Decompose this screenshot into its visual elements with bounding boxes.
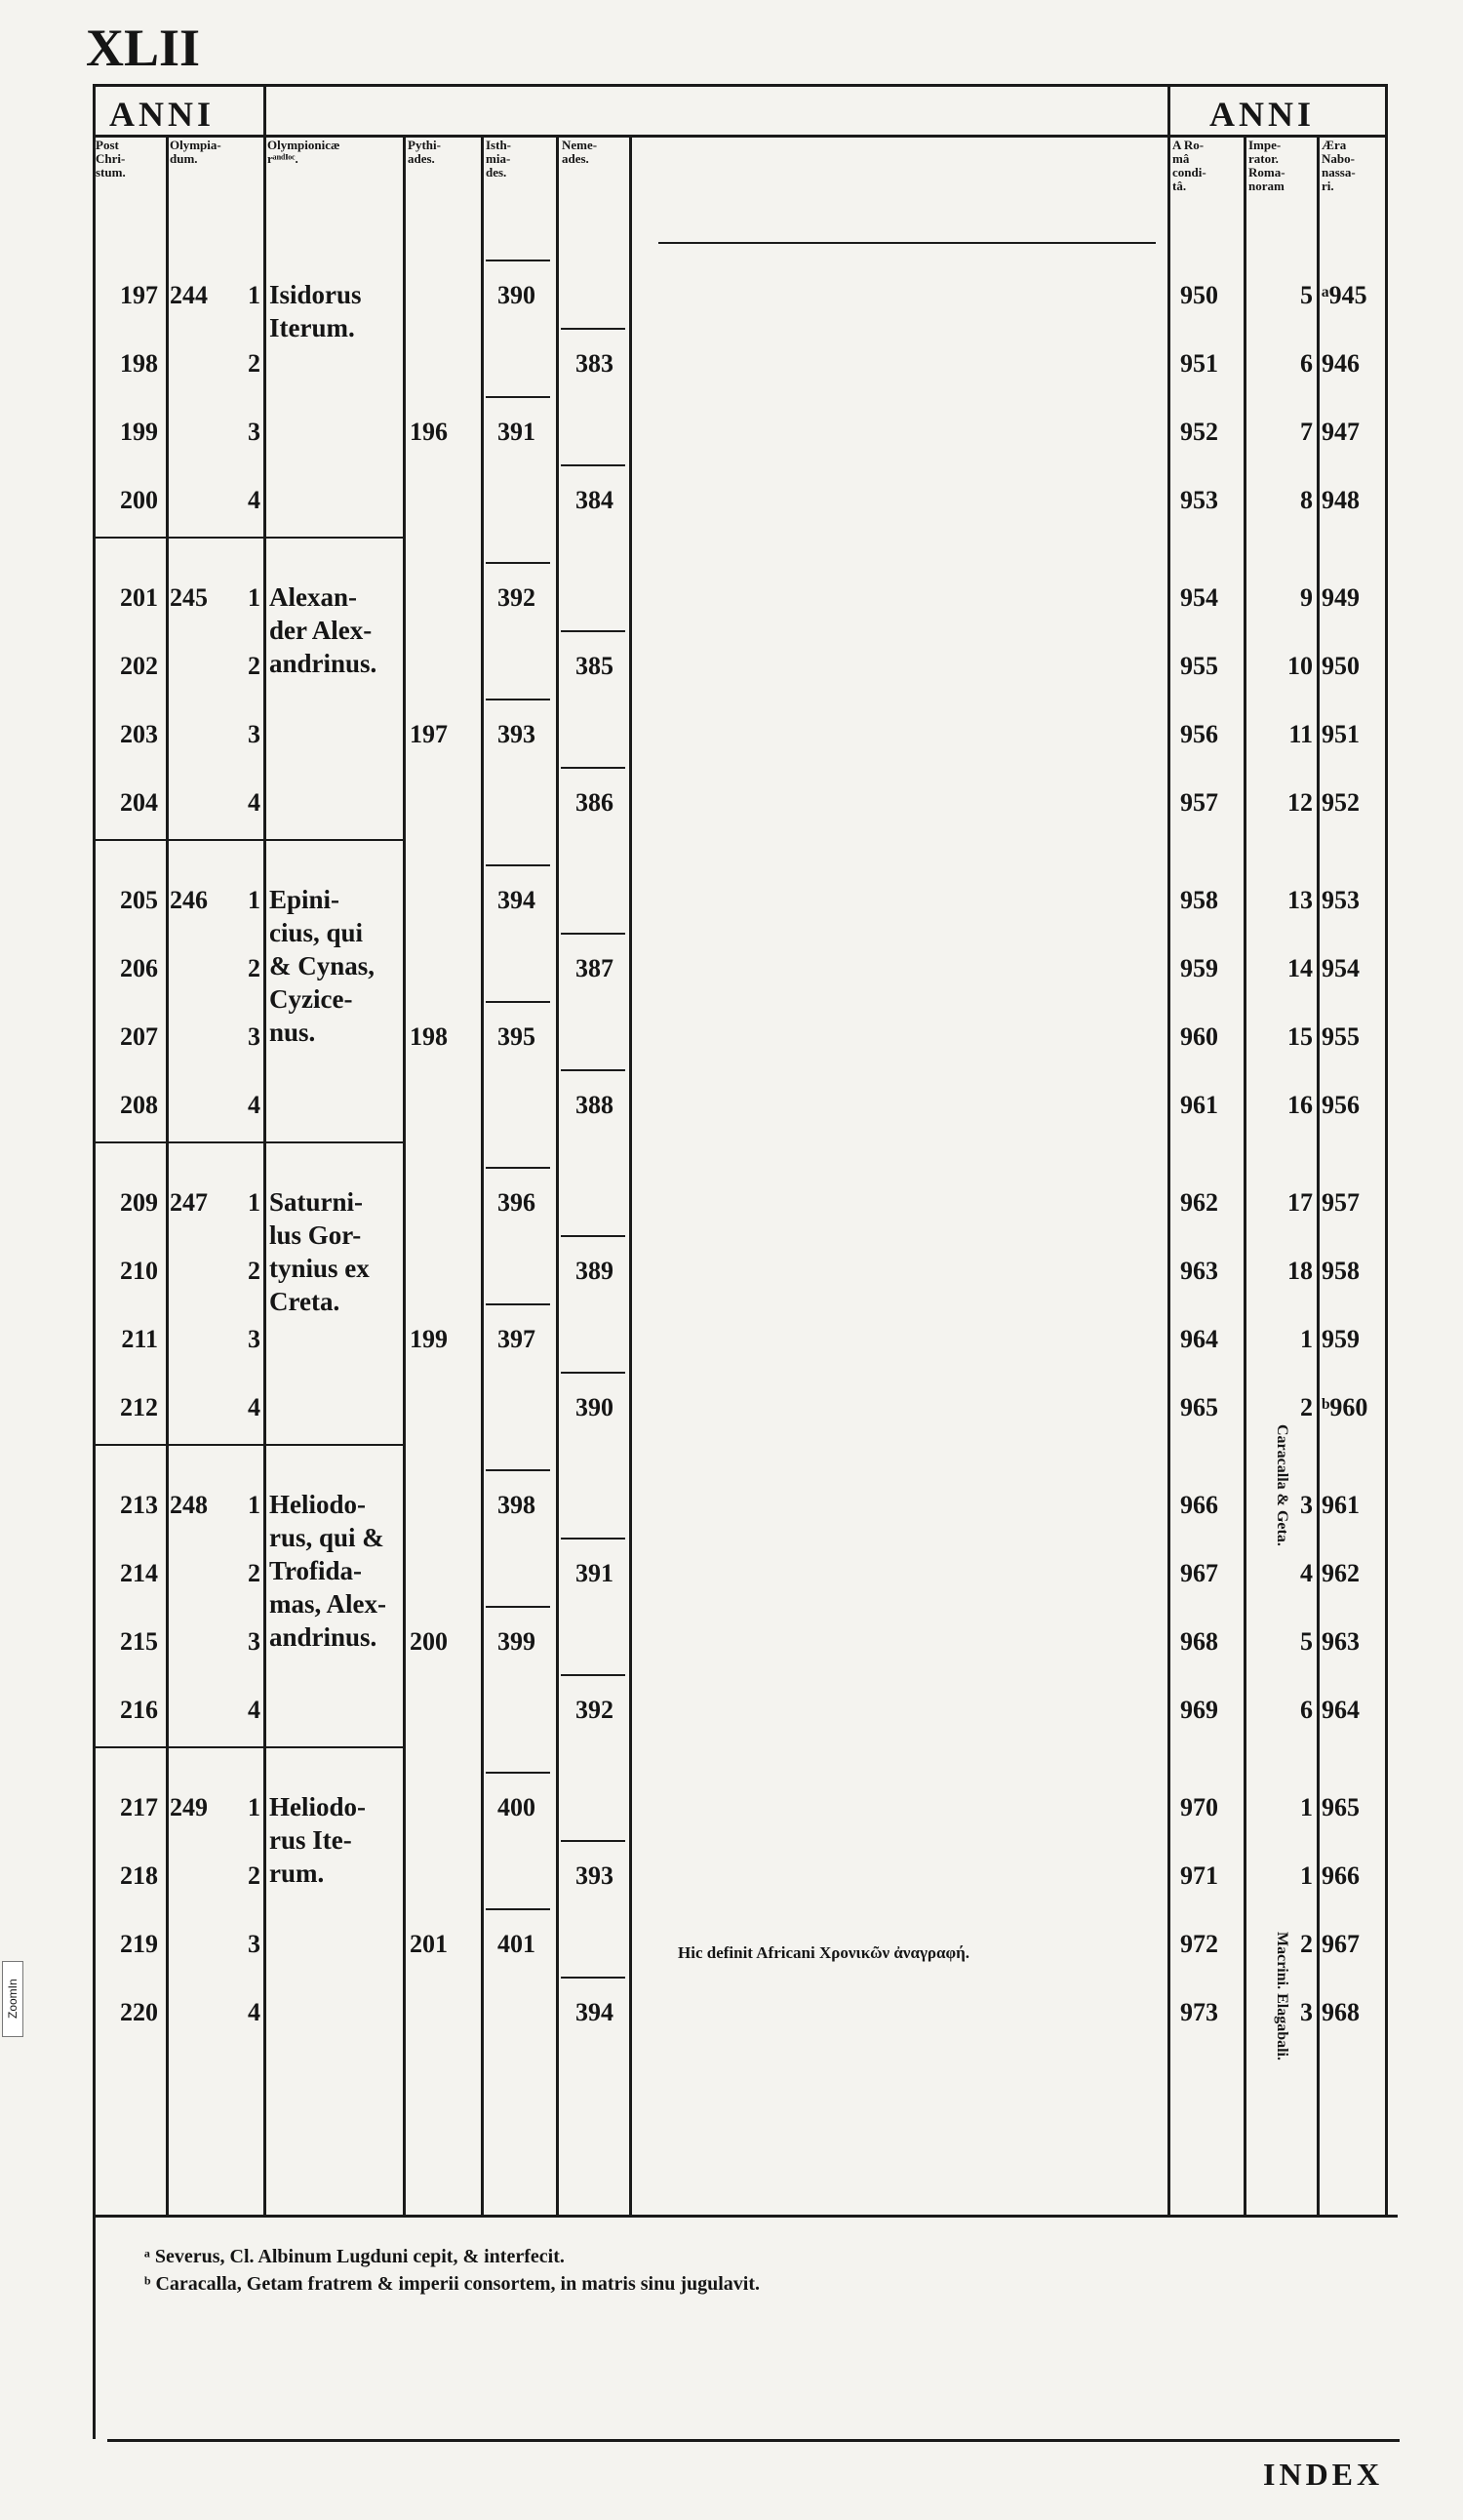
cell-year: 4 <box>248 486 260 514</box>
victor-name-line: Isidorus <box>269 280 362 309</box>
footnote-a: ᵃ Severus, Cl. Albinum Lugduni cepit, & interfecit. <box>144 2246 565 2267</box>
cell-imp: 3 <box>1300 1998 1313 2026</box>
cell-imp: 1 <box>1300 1793 1313 1821</box>
cell-rule <box>561 767 625 769</box>
cell-rule <box>561 933 625 935</box>
cell-nem: 391 <box>575 1559 613 1587</box>
cell-urbe: 958 <box>1180 886 1218 914</box>
cell-pyth: 197 <box>410 720 448 748</box>
cell-isth: 392 <box>497 583 535 612</box>
cell-aera: 947 <box>1322 418 1360 446</box>
cell-post: 214 <box>120 1559 158 1587</box>
cell-olymp: 247 <box>170 1188 208 1217</box>
cell-nem: 386 <box>575 788 613 817</box>
cell-imp: 2 <box>1300 1930 1313 1958</box>
cell-imp: 13 <box>1287 886 1313 914</box>
cell-urbe: 955 <box>1180 652 1218 680</box>
cell-nem: 390 <box>575 1393 613 1421</box>
olympiad-group-rule <box>96 1141 403 1143</box>
cell-aera: 953 <box>1322 886 1360 914</box>
cell-year: 3 <box>248 1325 260 1353</box>
cell-year: 1 <box>248 886 260 914</box>
cell-aera: 948 <box>1322 486 1360 514</box>
cell-year: 3 <box>248 720 260 748</box>
cell-urbe: 969 <box>1180 1696 1218 1724</box>
cell-isth: 401 <box>497 1930 535 1958</box>
cell-pyth: 199 <box>410 1325 448 1353</box>
cell-urbe: 953 <box>1180 486 1218 514</box>
victor-name-line: Epini- <box>269 885 340 914</box>
cell-urbe: 961 <box>1180 1091 1218 1119</box>
cell-rule <box>561 1977 625 1979</box>
olympiad-group-rule <box>96 1746 403 1748</box>
victor-name-line: mas, Alex- <box>269 1589 386 1619</box>
cell-year: 4 <box>248 1091 260 1119</box>
cell-year: 2 <box>248 1861 260 1890</box>
right-anni-heading: ANNI <box>1209 95 1316 134</box>
cell-rule <box>486 1908 550 1910</box>
header-aera-nabonassari: Æra Nabo- nassa- ri. <box>1322 138 1356 193</box>
cell-nem: 393 <box>575 1861 613 1890</box>
cell-isth: 400 <box>497 1793 535 1821</box>
cell-rule <box>486 260 550 261</box>
cell-aera: 962 <box>1322 1559 1360 1587</box>
cell-imp: 2 <box>1300 1393 1313 1421</box>
col-rule-nem <box>556 135 559 2215</box>
cell-post: 208 <box>120 1091 158 1119</box>
victor-name-line: andrinus. <box>269 1622 377 1652</box>
table-top-rule <box>93 84 1385 87</box>
cell-post: 203 <box>120 720 158 748</box>
cell-post: 207 <box>120 1022 158 1051</box>
cell-imp: 12 <box>1287 788 1313 817</box>
victor-name-line: Heliodo- <box>269 1792 366 1821</box>
cell-pyth: 198 <box>410 1022 448 1051</box>
cell-post: 201 <box>120 583 158 612</box>
col-rule-olymponic <box>263 84 266 2215</box>
cell-rule <box>486 562 550 564</box>
cell-imp: 6 <box>1300 1696 1313 1724</box>
col-rule-olymp <box>166 135 169 2215</box>
cell-urbe: 970 <box>1180 1793 1218 1821</box>
cell-imp: 14 <box>1287 954 1313 982</box>
cell-aera: 955 <box>1322 1022 1360 1051</box>
cell-nem: 389 <box>575 1257 613 1285</box>
footnote-b: ᵇ Caracalla, Getam fratrem & imperii consortem, in matris sinu jugulavit. <box>144 2273 761 2295</box>
cell-year: 4 <box>248 788 260 817</box>
cell-year: 3 <box>248 1627 260 1656</box>
cell-isth: 394 <box>497 886 535 914</box>
cell-olymp: 248 <box>170 1491 208 1519</box>
victor-name-line: & Cynas, <box>269 951 376 980</box>
cell-rule <box>561 1840 625 1842</box>
cell-aera: 965 <box>1322 1793 1360 1821</box>
cell-imp: 5 <box>1300 281 1313 309</box>
cell-urbe: 951 <box>1180 349 1218 378</box>
cell-year: 4 <box>248 1696 260 1724</box>
cell-post: 213 <box>120 1491 158 1519</box>
cell-rule <box>486 1167 550 1169</box>
cell-aera: 950 <box>1322 652 1360 680</box>
cell-urbe: 971 <box>1180 1861 1218 1890</box>
cell-year: 1 <box>248 1188 260 1217</box>
header-post-christum: Post Chri- stum. <box>96 138 126 180</box>
cell-post: 204 <box>120 788 158 817</box>
cell-post: 211 <box>121 1325 158 1353</box>
cell-rule <box>561 1674 625 1676</box>
victor-name-line: Trofidа- <box>269 1556 363 1585</box>
cell-post: 218 <box>120 1861 158 1890</box>
col-rule-urbe <box>1167 84 1170 2215</box>
cell-isth: 397 <box>497 1325 535 1353</box>
header-imperator: Impe- rator. Roma- noram <box>1248 138 1285 193</box>
cell-urbe: 962 <box>1180 1188 1218 1217</box>
catchword: INDEX <box>1263 2457 1384 2492</box>
cell-isth: 396 <box>497 1188 535 1217</box>
cell-rule <box>486 699 550 700</box>
cell-imp: 8 <box>1300 486 1313 514</box>
cell-rule <box>561 328 625 330</box>
cell-imp: 1 <box>1300 1325 1313 1353</box>
cell-urbe: 966 <box>1180 1491 1218 1519</box>
cell-year: 2 <box>248 349 260 378</box>
table-bottom-rule <box>93 2215 1398 2218</box>
cell-pyth: 196 <box>410 418 448 446</box>
cell-imp: 6 <box>1300 349 1313 378</box>
cell-imp: 17 <box>1287 1188 1313 1217</box>
cell-post: 200 <box>120 486 158 514</box>
cell-nem: 383 <box>575 349 613 378</box>
cell-year: 4 <box>248 1393 260 1421</box>
olympiad-group-rule <box>96 839 403 841</box>
cell-post: 205 <box>120 886 158 914</box>
cell-imp: 16 <box>1287 1091 1313 1119</box>
cell-year: 2 <box>248 954 260 982</box>
cell-post: 197 <box>120 281 158 309</box>
emperor-label-macrinus-elagabalus: Macrini. Elagabali. <box>1274 1932 1290 2060</box>
cell-aera: 963 <box>1322 1627 1360 1656</box>
cell-aera: 967 <box>1322 1930 1360 1958</box>
col-rule-aera <box>1317 135 1320 2215</box>
cell-rule <box>561 1235 625 1237</box>
cell-year: 1 <box>248 583 260 612</box>
cell-imp: 4 <box>1300 1559 1313 1587</box>
cell-post: 206 <box>120 954 158 982</box>
cell-imp: 9 <box>1300 583 1313 612</box>
cell-aera: 957 <box>1322 1188 1360 1217</box>
cell-post: 220 <box>120 1998 158 2026</box>
victor-name-line: rus Ite- <box>269 1825 352 1855</box>
africanus-annotation: Hic definit Africani Χρονικῶν ἀναγραφή. <box>678 1943 970 1962</box>
cell-rule <box>561 630 625 632</box>
cell-post: 216 <box>120 1696 158 1724</box>
cell-urbe: 965 <box>1180 1393 1218 1421</box>
col-rule-pyth <box>403 135 406 2215</box>
cell-rule <box>486 1772 550 1774</box>
victor-name-line: nus. <box>269 1018 316 1047</box>
cell-nem: 394 <box>575 1998 613 2026</box>
cell-rule <box>561 1372 625 1374</box>
cell-urbe: 968 <box>1180 1627 1218 1656</box>
header-olympiadum: Olympia- dum. <box>170 138 221 166</box>
cell-imp: 18 <box>1287 1257 1313 1285</box>
victor-name-line: Iterum. <box>269 313 355 342</box>
cell-rule <box>561 1069 625 1071</box>
cell-olymp: 244 <box>170 281 208 309</box>
cell-rule <box>486 1606 550 1608</box>
cell-isth: 395 <box>497 1022 535 1051</box>
cell-year: 1 <box>248 1793 260 1821</box>
cell-year: 2 <box>248 1257 260 1285</box>
cell-post: 198 <box>120 349 158 378</box>
table-right-border <box>1385 84 1388 2215</box>
cell-olymp: 249 <box>170 1793 208 1821</box>
cell-aera: 952 <box>1322 788 1360 817</box>
header-olympionicae: Olympionicæ rᵃⁿᵈᴵᵒᶜ. <box>267 138 340 166</box>
cell-olymp: 245 <box>170 583 208 612</box>
cell-imp: 3 <box>1300 1491 1313 1519</box>
cell-urbe: 957 <box>1180 788 1218 817</box>
cell-imp: 5 <box>1300 1627 1313 1656</box>
header-a-roma-condita: A Ro- mâ condi- tâ. <box>1172 138 1206 193</box>
cell-post: 212 <box>120 1393 158 1421</box>
victor-name-line: der Alex- <box>269 616 373 645</box>
victor-name-line: tynius ex <box>269 1254 370 1283</box>
cell-imp: 15 <box>1287 1022 1313 1051</box>
cell-aera: ᵇ960 <box>1322 1393 1368 1421</box>
cell-nem: 385 <box>575 652 613 680</box>
cell-aera: 954 <box>1322 954 1360 982</box>
left-anni-heading: ANNI <box>109 95 216 134</box>
cell-aera: 966 <box>1322 1861 1360 1890</box>
cell-nem: 392 <box>575 1696 613 1724</box>
cell-pyth: 201 <box>410 1930 448 1958</box>
victor-name-line: rum. <box>269 1859 325 1888</box>
cell-urbe: 960 <box>1180 1022 1218 1051</box>
cell-urbe: 950 <box>1180 281 1218 309</box>
middle-header-rule <box>658 242 1156 244</box>
cell-year: 2 <box>248 1559 260 1587</box>
victor-name-line: Heliodo- <box>269 1490 366 1519</box>
cell-urbe: 973 <box>1180 1998 1218 2026</box>
cell-year: 3 <box>248 1930 260 1958</box>
victor-name-line: Saturni- <box>269 1187 364 1217</box>
table-left-border <box>93 84 96 2439</box>
cell-aera: 958 <box>1322 1257 1360 1285</box>
cell-rule <box>486 1001 550 1003</box>
cell-isth: 399 <box>497 1627 535 1656</box>
cell-nem: 384 <box>575 486 613 514</box>
cell-post: 210 <box>120 1257 158 1285</box>
cell-urbe: 964 <box>1180 1325 1218 1353</box>
header-nemeades: Neme- ades. <box>562 138 598 166</box>
cell-year: 2 <box>248 652 260 680</box>
victor-name-line: Creta. <box>269 1287 340 1316</box>
cell-isth: 393 <box>497 720 535 748</box>
header-isthmiades: Isth- mia- des. <box>486 138 512 180</box>
cell-post: 219 <box>120 1930 158 1958</box>
cell-imp: 1 <box>1300 1861 1313 1890</box>
cell-year: 1 <box>248 281 260 309</box>
cell-aera: ᵃ945 <box>1322 281 1367 309</box>
cell-urbe: 956 <box>1180 720 1218 748</box>
cell-rule <box>486 396 550 398</box>
cell-nem: 388 <box>575 1091 613 1119</box>
victor-name-line: Alexan- <box>269 582 357 612</box>
col-rule-imp <box>1244 135 1246 2215</box>
emperor-label-caracalla-geta: Caracalla & Geta. <box>1274 1424 1290 1546</box>
page-bottom-rule <box>107 2439 1400 2442</box>
cell-urbe: 959 <box>1180 954 1218 982</box>
cell-post: 199 <box>120 418 158 446</box>
page-number: XLII <box>86 19 201 77</box>
cell-rule <box>561 464 625 466</box>
cell-rule <box>486 1303 550 1305</box>
cell-post: 202 <box>120 652 158 680</box>
cell-urbe: 954 <box>1180 583 1218 612</box>
cell-post: 209 <box>120 1188 158 1217</box>
col-rule-isth <box>481 135 484 2215</box>
cell-urbe: 967 <box>1180 1559 1218 1587</box>
cell-rule <box>486 864 550 866</box>
olympiad-group-rule <box>96 1444 403 1446</box>
cell-aera: 951 <box>1322 720 1360 748</box>
cell-aera: 968 <box>1322 1998 1360 2026</box>
cell-isth: 390 <box>497 281 535 309</box>
victor-name-line: Cyzice- <box>269 984 353 1014</box>
victor-name-line: cius, qui <box>269 918 364 947</box>
cell-year: 1 <box>248 1491 260 1519</box>
cell-year: 3 <box>248 1022 260 1051</box>
cell-urbe: 972 <box>1180 1930 1218 1958</box>
cell-year: 4 <box>248 1998 260 2026</box>
cell-urbe: 952 <box>1180 418 1218 446</box>
cell-imp: 7 <box>1300 418 1313 446</box>
zoom-in-label: ZoomIn <box>6 1979 20 2020</box>
cell-rule <box>561 1538 625 1540</box>
cell-pyth: 200 <box>410 1627 448 1656</box>
cell-isth: 391 <box>497 418 535 446</box>
cell-year: 3 <box>248 418 260 446</box>
cell-isth: 398 <box>497 1491 535 1519</box>
cell-aera: 964 <box>1322 1696 1360 1724</box>
cell-imp: 11 <box>1288 720 1313 748</box>
cell-post: 217 <box>120 1793 158 1821</box>
cell-imp: 10 <box>1287 652 1313 680</box>
victor-name-line: lus Gor- <box>269 1220 362 1250</box>
col-rule-nem-right <box>629 135 632 2215</box>
cell-aera: 949 <box>1322 583 1360 612</box>
cell-rule <box>486 1469 550 1471</box>
cell-aera: 946 <box>1322 349 1360 378</box>
victor-name-line: rus, qui & <box>269 1523 384 1552</box>
victor-name-line: andrinus. <box>269 649 377 678</box>
cell-olymp: 246 <box>170 886 208 914</box>
cell-aera: 959 <box>1322 1325 1360 1353</box>
cell-nem: 387 <box>575 954 613 982</box>
cell-aera: 956 <box>1322 1091 1360 1119</box>
cell-urbe: 963 <box>1180 1257 1218 1285</box>
header-pythiades: Pythi- ades. <box>408 138 441 166</box>
cell-aera: 961 <box>1322 1491 1360 1519</box>
cell-post: 215 <box>120 1627 158 1656</box>
olympiad-group-rule <box>96 537 403 539</box>
